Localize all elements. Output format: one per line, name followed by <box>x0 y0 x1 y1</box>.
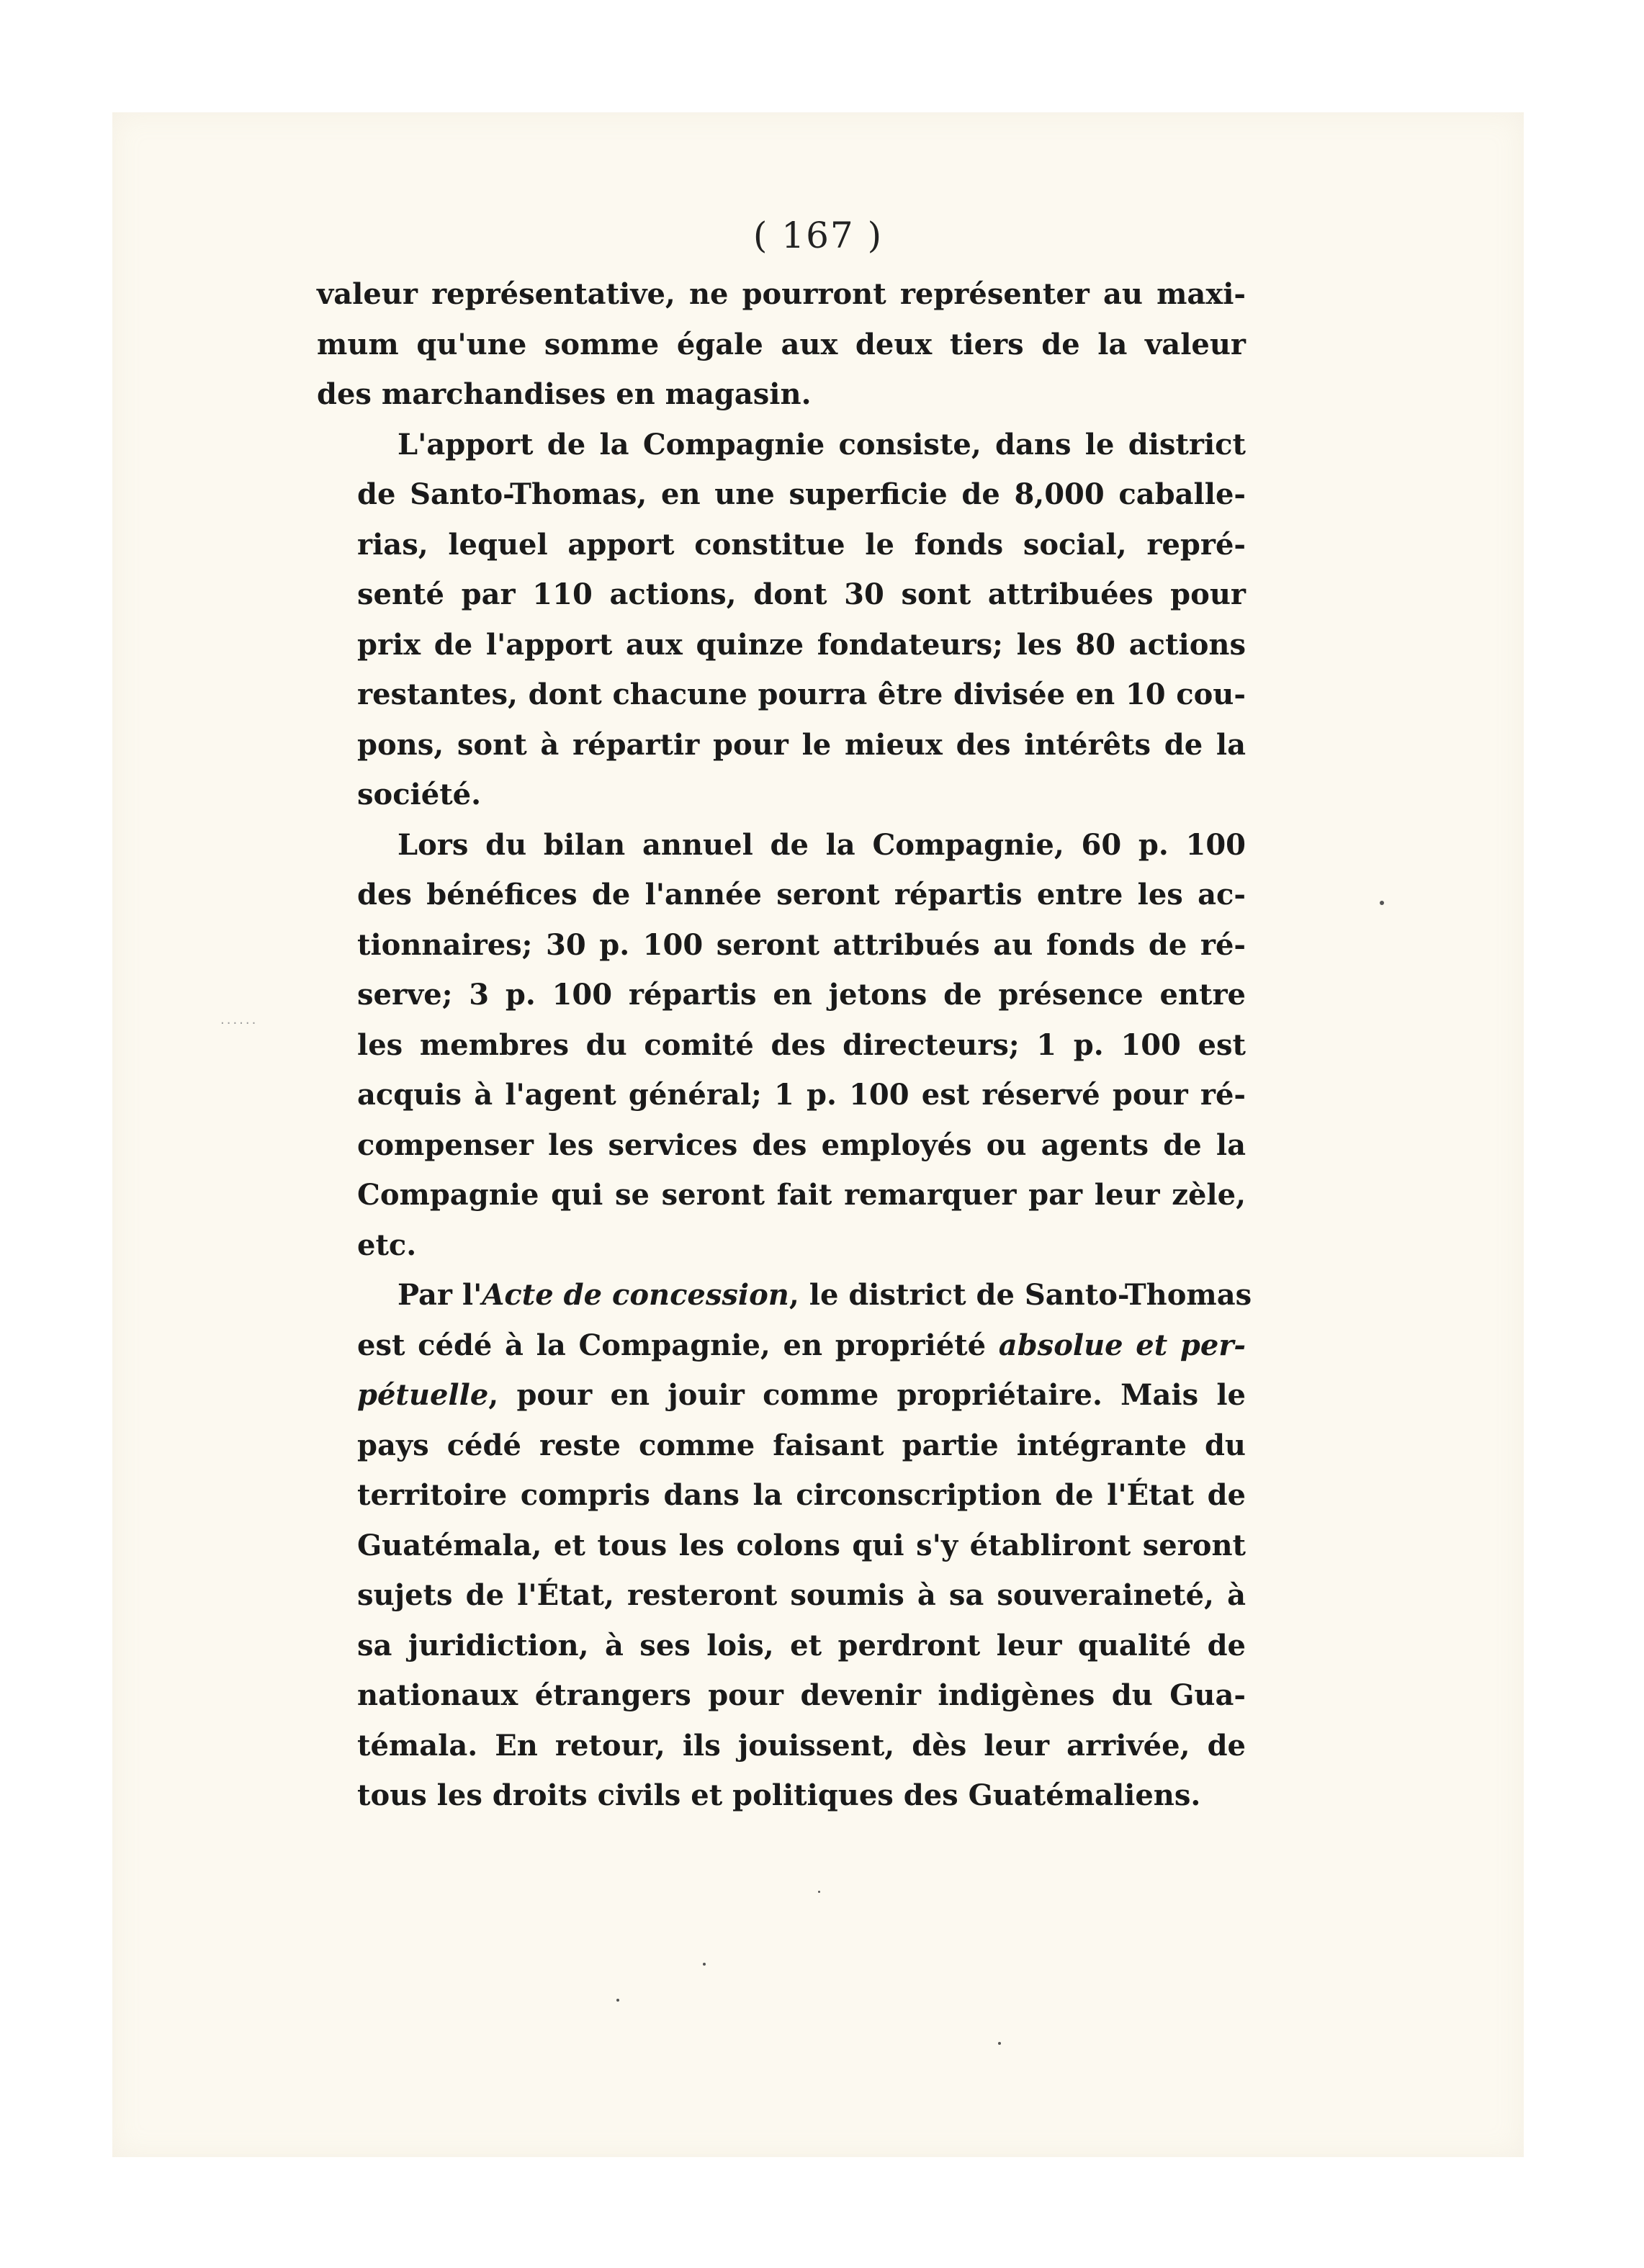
text-line: senté par 110 actions, dont 30 sont attribuées pour <box>357 577 1246 611</box>
body-text <box>317 269 1252 1821</box>
text-line: sujets de l'État, resteront soumis à sa souveraineté, à <box>357 1578 1246 1612</box>
text-line: pons, sont à répartir pour le mieux des intérêts de la <box>357 727 1246 762</box>
paragraph <box>317 269 1246 420</box>
text-line: Guatémala, et tous les colons qui s'y établiront seront <box>357 1528 1246 1562</box>
text-line: L'apport de la Compagnie consiste, dans le district <box>397 427 1246 462</box>
paper-speck <box>616 1999 619 2002</box>
text-line: Lors du bilan annuel de la Compagnie, 60 p. 100 <box>397 827 1246 862</box>
text-line: prix de l'apport aux quinze fondateurs; les 80 actions <box>357 627 1246 662</box>
text-line: des marchandises en magasin. <box>317 377 812 411</box>
text-line: est cédé à la Compagnie, en propriété absolue et per- <box>357 1328 1246 1362</box>
text-line: témala. En retour, ils jouissent, dès leur arrivée, de <box>357 1728 1246 1763</box>
book-page <box>112 112 1524 2157</box>
text-line: Par l'Acte de concession, le district de Santo-Thomas <box>397 1278 1252 1312</box>
text-line: sa juridiction, à ses lois, et perdront leur qualité de <box>357 1628 1246 1662</box>
text-line: territoire compris dans la circonscription de l'État de <box>357 1478 1246 1512</box>
text-line: acquis à l'agent général; 1 p. 100 est réservé pour ré- <box>357 1078 1246 1112</box>
text-line: serve; 3 p. 100 répartis en jetons de présence entre <box>357 978 1246 1012</box>
text-line: nationaux étrangers pour devenir indigènes du Gua- <box>357 1678 1246 1712</box>
paper-speck <box>998 2042 1001 2045</box>
paragraph <box>317 820 1246 1271</box>
page-number-header: ( 167 ) <box>753 215 884 256</box>
paper-speck <box>818 1891 820 1893</box>
text-line: Compagnie qui se seront fait remarquer par leur zèle, <box>357 1178 1246 1212</box>
paper-speck <box>703 1963 706 1966</box>
text-line: de Santo-Thomas, en une superficie de 8,000 caballe- <box>357 477 1246 511</box>
text-line: valeur représentative, ne pourront représenter au maxi- <box>317 277 1246 311</box>
paper-speck <box>1380 901 1384 905</box>
text-line: etc. <box>357 1228 417 1262</box>
text-line: restantes, dont chacune pourra être divisée en 10 cou- <box>357 678 1246 711</box>
text-line: les membres du comité des directeurs; 1 p. 100 est <box>357 1027 1246 1062</box>
text-line: tionnaires; 30 p. 100 seront attribués au fonds de ré- <box>357 927 1246 962</box>
text-line: des bénéfices de l'année seront répartis entre les ac- <box>357 878 1246 912</box>
text-line: rias, lequel apport constitue le fonds social, repré- <box>357 527 1246 562</box>
text-line: pays cédé reste comme faisant partie intégrante du <box>357 1428 1246 1462</box>
paragraph <box>317 420 1246 820</box>
margin-dots: ...... <box>220 1012 259 1027</box>
paragraph <box>317 1270 1252 1821</box>
text-line: compenser les services des employés ou agents de la <box>357 1128 1246 1162</box>
text-line: pétuelle, pour en jouir comme propriétaire. Mais le <box>357 1378 1246 1412</box>
text-line: société. <box>357 778 482 811</box>
text-line: tous les droits civils et politiques des Guatémaliens. <box>357 1778 1201 1812</box>
text-line: mum qu'une somme égale aux deux tiers de la valeur <box>317 327 1246 361</box>
